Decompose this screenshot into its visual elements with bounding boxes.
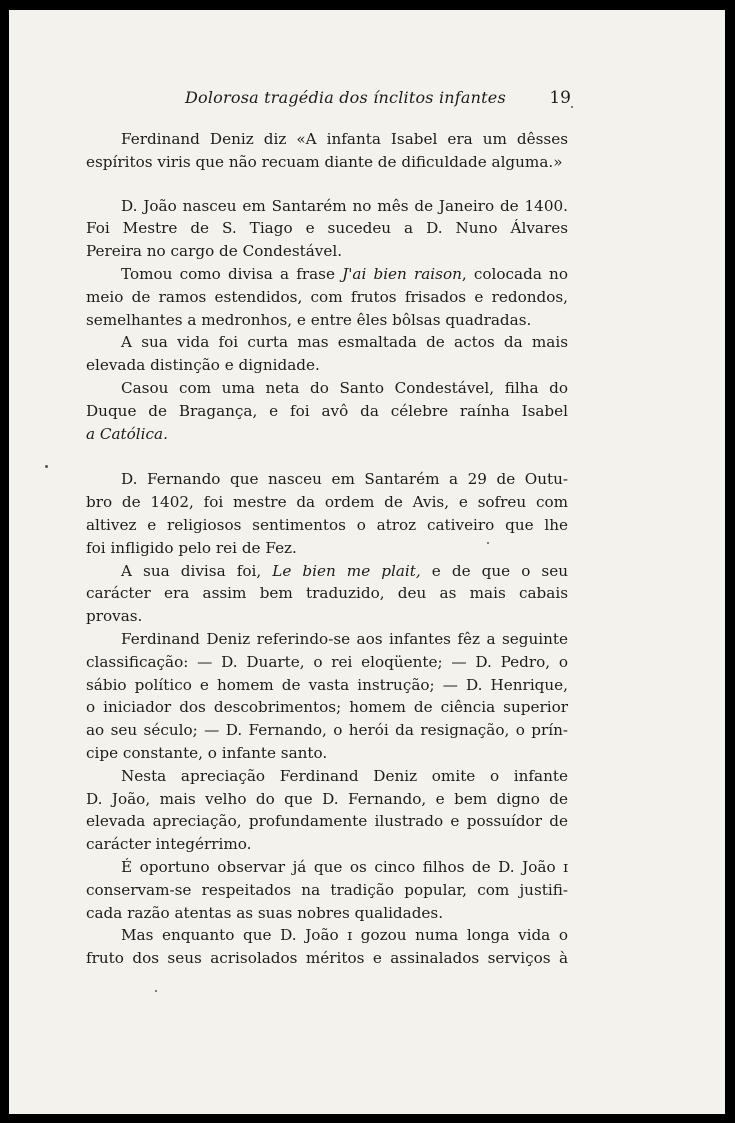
text-line: carácter integérrimo. xyxy=(86,835,252,854)
text-line: elevada apreciação, profundamente ilustrado e possuídor de xyxy=(86,812,568,831)
text-line: carácter era assim bem traduzido, deu as mais cabais xyxy=(86,584,568,603)
text-line: Foi Mestre de S. Tiago e sucedeu a D. Nuno Álvares xyxy=(86,219,568,238)
text-line: semelhantes a medronhos, e entre êles bôlsas quadradas. xyxy=(86,310,532,329)
scan-speck xyxy=(571,106,573,108)
text-line: D. Fernando que nasceu em Santarém a 29 de Outu- xyxy=(121,470,568,489)
scan-speck xyxy=(155,990,157,992)
text-line: altivez e religiosos sentimentos o atroz cativeiro que lhe xyxy=(86,515,568,534)
text-line: provas. xyxy=(86,607,143,626)
text-line: o iniciador dos descobrimentos; homem de ciência superior xyxy=(86,698,568,717)
text-line: Tomou como divisa a frase J'ai bien raison, colocada no xyxy=(121,264,568,283)
running-title: Dolorosa tragédia dos ínclitos infantes xyxy=(185,88,506,107)
text-line: Duque de Bragança, e foi avô da célebre raínha Isabel xyxy=(86,401,568,420)
text-line: conservam-se respeitados na tradição popular, com justifi- xyxy=(86,880,568,899)
scan-speck xyxy=(487,542,489,544)
page-number: 19 xyxy=(549,88,571,108)
text-line: Nesta apreciação Ferdinand Deniz omite o infante xyxy=(121,766,568,785)
text-line: fruto dos seus acrisolados méritos e assinalados serviços à xyxy=(86,949,568,968)
text-line: Mas enquanto que D. João ɪ gozou numa longa vida o xyxy=(121,926,568,945)
scan-speck xyxy=(45,465,48,468)
text-line: cipe constante, o infante santo. xyxy=(86,743,328,762)
text-line: Casou com uma neta do Santo Condestável, filha do xyxy=(121,378,568,397)
text-line: classificação: — D. Duarte, o rei eloqüente; — D. Pedro, o xyxy=(86,652,568,671)
text-line: espíritos viris que não recuam diante de dificuldade alguma.» xyxy=(86,152,563,171)
text-line: Pereira no cargo de Condestável. xyxy=(86,242,343,261)
text-line: foi infligido pelo rei de Fez. xyxy=(86,538,297,557)
text-line: D. João, mais velho do que D. Fernando, e bem digno de xyxy=(86,789,568,808)
text-line: Ferdinand Deniz diz «A infanta Isabel era um dêsses xyxy=(121,130,568,148)
text-line: a Católica. xyxy=(86,424,168,443)
text-line: D. João nasceu em Santarém no mês de Janeiro de 1400. xyxy=(121,196,568,215)
text-line: ao seu século; — D. Fernando, o herói da resignação, o prín- xyxy=(86,721,568,740)
text-line: elevada distinção e dignidade. xyxy=(86,356,320,375)
text-line: bro de 1402, foi mestre da ordem de Avis, e sofreu com xyxy=(86,493,568,512)
text-line: A sua divisa foi, Le bien me plait, e de que o seu xyxy=(121,561,568,580)
text-line: meio de ramos estendidos, com frutos frisados e redondos, xyxy=(86,287,568,306)
page-header xyxy=(93,88,571,112)
text-line: sábio político e homem de vasta instrução; — D. Henrique, xyxy=(86,675,568,694)
text-line: Ferdinand Deniz referindo-se aos infantes fêz a seguinte xyxy=(121,629,568,648)
scanned-page xyxy=(9,10,725,1114)
body-text xyxy=(86,128,568,970)
text-line: É oportuno observar já que os cinco filhos de D. João ɪ xyxy=(121,857,568,876)
text-line: cada razão atentas as suas nobres qualidades. xyxy=(86,903,444,922)
text-line: A sua vida foi curta mas esmaltada de actos da mais xyxy=(121,333,568,352)
